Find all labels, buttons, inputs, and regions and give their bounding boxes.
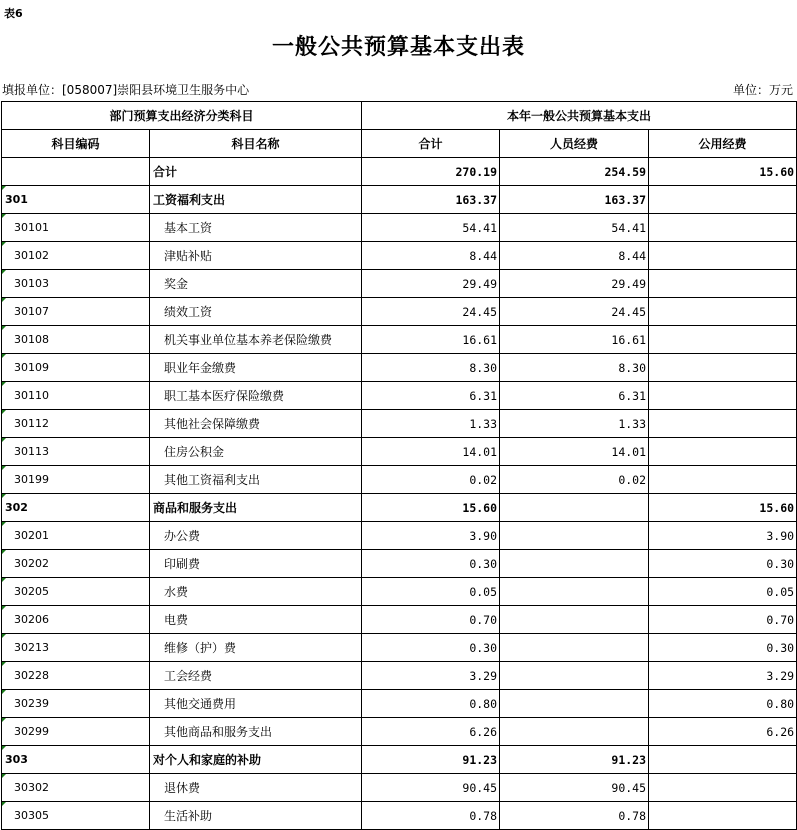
row-personnel xyxy=(500,634,649,662)
row-code-text: 30112 xyxy=(14,417,49,430)
row-code xyxy=(2,466,150,494)
row-personnel: 8.44 xyxy=(500,242,649,270)
row-public xyxy=(649,326,797,354)
row-code-text: 30103 xyxy=(14,277,49,290)
cell-marker-icon xyxy=(2,606,6,610)
column-header-code: 科目编码 xyxy=(2,130,150,158)
cell-marker-icon xyxy=(2,186,6,190)
row-personnel xyxy=(500,494,649,522)
table-row xyxy=(2,774,797,802)
cell-marker-icon xyxy=(2,662,6,666)
cell-marker-icon xyxy=(2,466,6,470)
table-row xyxy=(2,522,797,550)
row-personnel xyxy=(500,578,649,606)
cell-marker-icon xyxy=(2,242,6,246)
row-personnel xyxy=(500,550,649,578)
budget-table xyxy=(1,101,797,830)
table-row xyxy=(2,690,797,718)
row-name: 其他交通费用 xyxy=(150,690,362,718)
row-code xyxy=(2,746,150,774)
table-row xyxy=(2,438,797,466)
row-personnel: 163.37 xyxy=(500,186,649,214)
row-sum: 16.61 xyxy=(362,326,500,354)
total-public: 15.60 xyxy=(649,158,797,186)
row-public xyxy=(649,186,797,214)
row-name: 津贴补贴 xyxy=(150,242,362,270)
row-sum: 0.78 xyxy=(362,802,500,830)
row-public xyxy=(649,802,797,830)
row-name: 职工基本医疗保险缴费 xyxy=(150,382,362,410)
row-code xyxy=(2,634,150,662)
row-code xyxy=(2,606,150,634)
cell-marker-icon xyxy=(2,802,6,806)
row-sum: 0.02 xyxy=(362,466,500,494)
table-row xyxy=(2,746,797,774)
row-code xyxy=(2,410,150,438)
row-code-text: 30199 xyxy=(14,473,49,486)
cell-marker-icon xyxy=(2,550,6,554)
table-row xyxy=(2,186,797,214)
cell-marker-icon xyxy=(2,326,6,330)
table-row xyxy=(2,802,797,830)
row-sum: 8.30 xyxy=(362,354,500,382)
row-personnel: 1.33 xyxy=(500,410,649,438)
row-public: 6.26 xyxy=(649,718,797,746)
row-public: 3.29 xyxy=(649,662,797,690)
row-sum: 1.33 xyxy=(362,410,500,438)
column-header-sum: 合计 xyxy=(362,130,500,158)
row-code-text: 30201 xyxy=(14,529,49,542)
row-code-text: 301 xyxy=(5,193,28,206)
row-personnel xyxy=(500,522,649,550)
row-name: 商品和服务支出 xyxy=(150,494,362,522)
row-public xyxy=(649,466,797,494)
row-personnel: 24.45 xyxy=(500,298,649,326)
row-sum: 0.30 xyxy=(362,550,500,578)
table-row xyxy=(2,382,797,410)
table-row xyxy=(2,270,797,298)
row-name: 职业年金缴费 xyxy=(150,354,362,382)
row-public xyxy=(649,354,797,382)
row-public xyxy=(649,746,797,774)
row-public xyxy=(649,298,797,326)
row-code xyxy=(2,438,150,466)
cell-marker-icon xyxy=(2,690,6,694)
table-row xyxy=(2,578,797,606)
row-name: 其他社会保障缴费 xyxy=(150,410,362,438)
row-code xyxy=(2,270,150,298)
row-public xyxy=(649,242,797,270)
row-sum: 163.37 xyxy=(362,186,500,214)
row-code-text: 302 xyxy=(5,501,28,514)
row-personnel: 29.49 xyxy=(500,270,649,298)
cell-marker-icon xyxy=(2,578,6,582)
cell-marker-icon xyxy=(2,746,6,750)
row-code xyxy=(2,522,150,550)
row-sum: 91.23 xyxy=(362,746,500,774)
row-sum: 6.31 xyxy=(362,382,500,410)
row-name: 印刷费 xyxy=(150,550,362,578)
row-code xyxy=(2,214,150,242)
table-row xyxy=(2,662,797,690)
table-row xyxy=(2,550,797,578)
row-personnel: 91.23 xyxy=(500,746,649,774)
row-personnel: 0.78 xyxy=(500,802,649,830)
row-personnel xyxy=(500,718,649,746)
row-personnel: 8.30 xyxy=(500,354,649,382)
total-personnel: 254.59 xyxy=(500,158,649,186)
row-code-text: 30107 xyxy=(14,305,49,318)
table-row xyxy=(2,718,797,746)
row-name: 绩效工资 xyxy=(150,298,362,326)
row-code-text: 30108 xyxy=(14,333,49,346)
row-personnel: 16.61 xyxy=(500,326,649,354)
column-header-row xyxy=(2,130,797,158)
total-row xyxy=(2,158,797,186)
row-sum: 0.70 xyxy=(362,606,500,634)
row-sum: 29.49 xyxy=(362,270,500,298)
row-code-text: 30239 xyxy=(14,697,49,710)
row-code xyxy=(2,354,150,382)
row-public xyxy=(649,270,797,298)
row-code xyxy=(2,298,150,326)
row-code-text: 30213 xyxy=(14,641,49,654)
row-public: 0.30 xyxy=(649,634,797,662)
row-code-text: 30205 xyxy=(14,585,49,598)
row-public xyxy=(649,438,797,466)
row-personnel: 14.01 xyxy=(500,438,649,466)
row-name: 生活补助 xyxy=(150,802,362,830)
row-name: 维修（护）费 xyxy=(150,634,362,662)
table-row xyxy=(2,410,797,438)
row-code-text: 303 xyxy=(5,753,28,766)
row-name: 工资福利支出 xyxy=(150,186,362,214)
cell-marker-icon xyxy=(2,718,6,722)
row-sum: 0.30 xyxy=(362,634,500,662)
row-name: 对个人和家庭的补助 xyxy=(150,746,362,774)
group-header-budget: 本年一般公共预算基本支出 xyxy=(362,102,797,130)
column-header-personnel: 人员经费 xyxy=(500,130,649,158)
row-personnel: 54.41 xyxy=(500,214,649,242)
row-personnel xyxy=(500,606,649,634)
row-public: 0.70 xyxy=(649,606,797,634)
row-code xyxy=(2,802,150,830)
column-header-name: 科目名称 xyxy=(150,130,362,158)
table-row xyxy=(2,606,797,634)
row-name: 奖金 xyxy=(150,270,362,298)
cell-marker-icon xyxy=(2,438,6,442)
row-code xyxy=(2,382,150,410)
currency-unit: 单位：万元 xyxy=(732,83,793,97)
cell-marker-icon xyxy=(2,382,6,386)
row-code xyxy=(2,690,150,718)
group-header-classification: 部门预算支出经济分类科目 xyxy=(2,102,362,130)
row-name: 办公费 xyxy=(150,522,362,550)
table-row xyxy=(2,466,797,494)
row-public: 0.05 xyxy=(649,578,797,606)
table-row xyxy=(2,634,797,662)
row-code-text: 30202 xyxy=(14,557,49,570)
group-header-row xyxy=(2,102,797,130)
row-code-text: 30113 xyxy=(14,445,49,458)
row-personnel: 6.31 xyxy=(500,382,649,410)
row-public: 15.60 xyxy=(649,494,797,522)
cell-marker-icon xyxy=(2,270,6,274)
row-code-text: 30302 xyxy=(14,781,49,794)
row-code-text: 30299 xyxy=(14,725,49,738)
row-name: 其他工资福利支出 xyxy=(150,466,362,494)
row-sum: 15.60 xyxy=(362,494,500,522)
column-header-public: 公用经费 xyxy=(649,130,797,158)
row-public: 0.30 xyxy=(649,550,797,578)
row-personnel xyxy=(500,690,649,718)
row-sum: 6.26 xyxy=(362,718,500,746)
row-code-text: 30305 xyxy=(14,809,49,822)
cell-marker-icon xyxy=(2,354,6,358)
row-code-text: 30228 xyxy=(14,669,49,682)
row-code-text: 30101 xyxy=(14,221,49,234)
table-row xyxy=(2,242,797,270)
row-sum: 3.29 xyxy=(362,662,500,690)
cell-marker-icon xyxy=(2,522,6,526)
cell-marker-icon xyxy=(2,298,6,302)
cell-marker-icon xyxy=(2,494,6,498)
row-sum: 24.45 xyxy=(362,298,500,326)
row-code xyxy=(2,718,150,746)
row-public xyxy=(649,410,797,438)
row-sum: 3.90 xyxy=(362,522,500,550)
row-code xyxy=(2,494,150,522)
row-personnel: 0.02 xyxy=(500,466,649,494)
row-code-text: 30109 xyxy=(14,361,49,374)
row-code-text: 30102 xyxy=(14,249,49,262)
row-code xyxy=(2,774,150,802)
row-sum: 8.44 xyxy=(362,242,500,270)
row-public xyxy=(649,382,797,410)
row-name: 水费 xyxy=(150,578,362,606)
cell-marker-icon xyxy=(2,410,6,414)
row-name: 基本工资 xyxy=(150,214,362,242)
row-sum: 54.41 xyxy=(362,214,500,242)
row-name: 其他商品和服务支出 xyxy=(150,718,362,746)
row-sum: 90.45 xyxy=(362,774,500,802)
row-code-text: 30110 xyxy=(14,389,49,402)
row-sum: 0.05 xyxy=(362,578,500,606)
table-number: 表6 xyxy=(4,7,23,20)
row-public xyxy=(649,214,797,242)
table-row xyxy=(2,298,797,326)
page-title: 一般公共预算基本支出表 xyxy=(271,34,525,60)
row-sum: 14.01 xyxy=(362,438,500,466)
table-row xyxy=(2,326,797,354)
row-name: 电费 xyxy=(150,606,362,634)
cell-marker-icon xyxy=(2,774,6,778)
row-code xyxy=(2,550,150,578)
row-sum: 0.80 xyxy=(362,690,500,718)
table-row xyxy=(2,354,797,382)
row-name: 退休费 xyxy=(150,774,362,802)
row-code xyxy=(2,242,150,270)
row-code xyxy=(2,326,150,354)
total-label: 合计 xyxy=(150,158,362,186)
row-public: 3.90 xyxy=(649,522,797,550)
row-code-text: 30206 xyxy=(14,613,49,626)
total-code xyxy=(2,158,150,186)
total-sum: 270.19 xyxy=(362,158,500,186)
row-personnel: 90.45 xyxy=(500,774,649,802)
table-row xyxy=(2,494,797,522)
row-name: 机关事业单位基本养老保险缴费 xyxy=(150,326,362,354)
cell-marker-icon xyxy=(2,634,6,638)
row-code xyxy=(2,662,150,690)
cell-marker-icon xyxy=(2,214,6,218)
row-personnel xyxy=(500,662,649,690)
reporting-unit: 填报单位：[058007]崇阳县环境卫生服务中心 xyxy=(2,83,250,97)
table-row xyxy=(2,214,797,242)
row-code xyxy=(2,578,150,606)
row-name: 住房公积金 xyxy=(150,438,362,466)
row-public xyxy=(649,774,797,802)
row-code xyxy=(2,186,150,214)
row-public: 0.80 xyxy=(649,690,797,718)
row-name: 工会经费 xyxy=(150,662,362,690)
